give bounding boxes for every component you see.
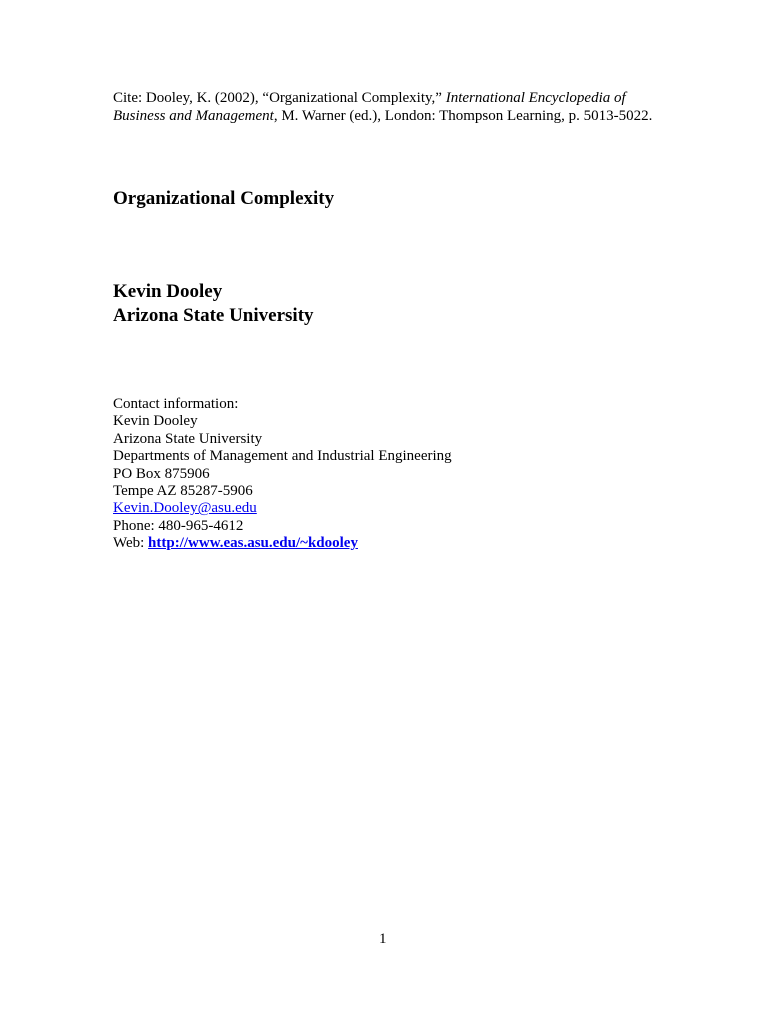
contact-department: Departments of Management and Industrial Engineering: [113, 448, 452, 465]
contact-information: [113, 396, 452, 553]
website-link[interactable]: http://www.eas.asu.edu/~kdooley: [148, 535, 358, 552]
citation-block: [113, 89, 673, 125]
author-affiliation: Arizona State University: [113, 305, 314, 326]
contact-heading: Contact information:: [113, 396, 239, 412]
contact-university: Arizona State University: [113, 430, 263, 447]
citation-suffix: , M. Warner (ed.), London: Thompson Learning, p. 5013-5022.: [273, 108, 653, 124]
contact-name: Kevin Dooley: [113, 413, 198, 430]
citation: [113, 89, 673, 125]
web-row: [113, 535, 452, 552]
contact-phone: Phone: 480-965-4612: [113, 517, 244, 534]
contact-po-box: PO Box 875906: [113, 465, 210, 482]
contact-city: Tempe AZ 85287-5906: [113, 483, 253, 500]
author-name: Kevin Dooley: [113, 281, 223, 302]
author-block: [113, 280, 314, 328]
email-link[interactable]: Kevin.Dooley@asu.edu: [113, 500, 257, 517]
citation-encyclopedia: International Encyclopedia of Business and Management: [113, 90, 626, 124]
web-label: Web:: [113, 535, 149, 552]
document-title: Organizational Complexity: [113, 188, 335, 209]
citation-prefix: Cite: Dooley, K. (2002), “Organizational Complexity,”: [113, 90, 446, 106]
page-number: 1: [379, 931, 387, 947]
